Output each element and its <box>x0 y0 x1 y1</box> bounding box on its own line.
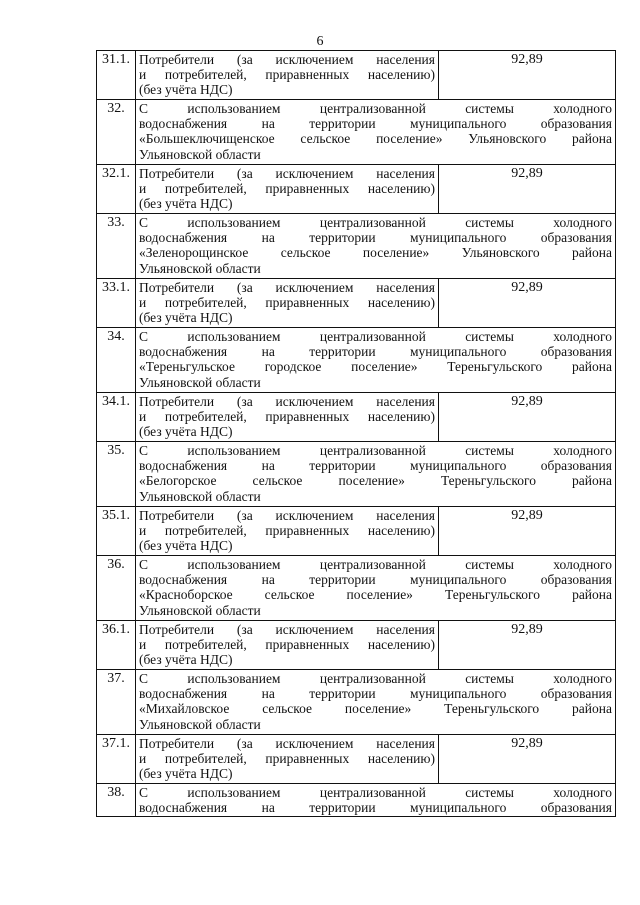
consumer-line: (без учёта НДС) <box>139 652 233 668</box>
system-line: водоснабжения на территории муниципального образования <box>139 230 612 246</box>
consumer-row <box>97 735 616 784</box>
tariff-value: 92,89 <box>439 165 616 214</box>
consumer-line: Потребители (за исключением населения <box>139 52 435 67</box>
consumer-line: (без учёта НДС) <box>139 82 233 98</box>
consumer-row <box>97 279 616 328</box>
tariff-value: 92,89 <box>439 621 616 670</box>
system-line: С использованием централизованной системы холодного <box>139 329 612 344</box>
row-number: 31.1. <box>97 51 136 100</box>
consumer-row <box>97 165 616 214</box>
consumer-description <box>136 51 439 100</box>
system-row <box>97 556 616 621</box>
system-line: С использованием централизованной системы холодного <box>139 557 612 572</box>
row-number: 37.1. <box>97 735 136 784</box>
system-description <box>136 442 616 507</box>
system-line: Ульяновской области <box>139 716 261 732</box>
system-line: «Михайловское сельское поселение» Тереньгульского района <box>139 701 612 717</box>
consumer-description <box>136 735 439 784</box>
row-number: 32. <box>97 100 136 165</box>
consumer-line: (без учёта НДС) <box>139 538 233 554</box>
system-line: «Большеключищенское сельское поселение» Ульяновского района <box>139 131 612 147</box>
consumer-line: Потребители (за исключением населения <box>139 736 435 751</box>
system-description <box>136 328 616 393</box>
consumer-line: Потребители (за исключением населения <box>139 166 435 181</box>
system-line: «Тереньгульское городское поселение» Тереньгульского района <box>139 359 612 375</box>
tariff-table <box>96 50 616 817</box>
system-line: С использованием централизованной системы холодного <box>139 101 612 116</box>
consumer-line: (без учёта НДС) <box>139 766 233 782</box>
system-line: Ульяновской области <box>139 374 261 390</box>
system-line: «Зеленорощинское сельское поселение» Ульяновского района <box>139 245 612 261</box>
consumer-line: (без учёта НДС) <box>139 196 233 212</box>
tariff-value: 92,89 <box>439 507 616 556</box>
consumer-row <box>97 51 616 100</box>
consumer-line: Потребители (за исключением населения <box>139 508 435 523</box>
system-line: Ульяновской области <box>139 488 261 504</box>
system-description <box>136 670 616 735</box>
row-number: 33. <box>97 214 136 279</box>
system-line: С использованием централизованной системы холодного <box>139 671 612 686</box>
row-number: 34.1. <box>97 393 136 442</box>
row-number: 34. <box>97 328 136 393</box>
consumer-line: Потребители (за исключением населения <box>139 622 435 637</box>
tariff-value: 92,89 <box>439 51 616 100</box>
system-line: «Красноборское сельское поселение» Тереньгульского района <box>139 587 612 603</box>
system-line: Ульяновской области <box>139 146 261 162</box>
consumer-line: Потребители (за исключением населения <box>139 280 435 295</box>
system-line: водоснабжения на территории муниципального образования <box>139 458 612 474</box>
consumer-line: Потребители (за исключением населения <box>139 394 435 409</box>
page-number: 6 <box>316 34 324 49</box>
system-line: водоснабжения на территории муниципального образования <box>139 800 612 816</box>
consumer-description <box>136 165 439 214</box>
system-row <box>97 670 616 735</box>
system-row <box>97 100 616 165</box>
row-number: 36. <box>97 556 136 621</box>
system-description <box>136 784 616 817</box>
tariff-value: 92,89 <box>439 279 616 328</box>
row-number: 33.1. <box>97 279 136 328</box>
consumer-row <box>97 507 616 556</box>
system-line: водоснабжения на территории муниципального образования <box>139 344 612 360</box>
row-number: 36.1. <box>97 621 136 670</box>
row-number: 35. <box>97 442 136 507</box>
consumer-line: и потребителей, приравненных населению) <box>139 409 435 425</box>
system-description <box>136 556 616 621</box>
system-line: водоснабжения на территории муниципального образования <box>139 572 612 588</box>
system-line: Ульяновской области <box>139 602 261 618</box>
consumer-line: и потребителей, приравненных населению) <box>139 67 435 83</box>
system-line: «Белогорское сельское поселение» Тереньгульского района <box>139 473 612 489</box>
system-row <box>97 442 616 507</box>
system-line: Ульяновской области <box>139 260 261 276</box>
system-description <box>136 214 616 279</box>
consumer-description <box>136 621 439 670</box>
system-row <box>97 214 616 279</box>
tariff-value: 92,89 <box>439 735 616 784</box>
system-line: водоснабжения на территории муниципального образования <box>139 116 612 132</box>
row-number: 38. <box>97 784 136 817</box>
consumer-row <box>97 393 616 442</box>
consumer-line: (без учёта НДС) <box>139 310 233 326</box>
row-number: 35.1. <box>97 507 136 556</box>
consumer-line: и потребителей, приравненных населению) <box>139 751 435 767</box>
system-line: С использованием централизованной системы холодного <box>139 215 612 230</box>
system-row <box>97 328 616 393</box>
consumer-line: и потребителей, приравненных населению) <box>139 295 435 311</box>
consumer-description <box>136 279 439 328</box>
consumer-line: (без учёта НДС) <box>139 424 233 440</box>
consumer-row <box>97 621 616 670</box>
system-row <box>97 784 616 817</box>
row-number: 37. <box>97 670 136 735</box>
system-description <box>136 100 616 165</box>
system-line: С использованием централизованной системы холодного <box>139 785 612 800</box>
consumer-description <box>136 393 439 442</box>
tariff-value: 92,89 <box>439 393 616 442</box>
consumer-line: и потребителей, приравненных населению) <box>139 181 435 197</box>
consumer-line: и потребителей, приравненных населению) <box>139 523 435 539</box>
row-number: 32.1. <box>97 165 136 214</box>
consumer-line: и потребителей, приравненных населению) <box>139 637 435 653</box>
system-line: водоснабжения на территории муниципального образования <box>139 686 612 702</box>
consumer-description <box>136 507 439 556</box>
system-line: С использованием централизованной системы холодного <box>139 443 612 458</box>
